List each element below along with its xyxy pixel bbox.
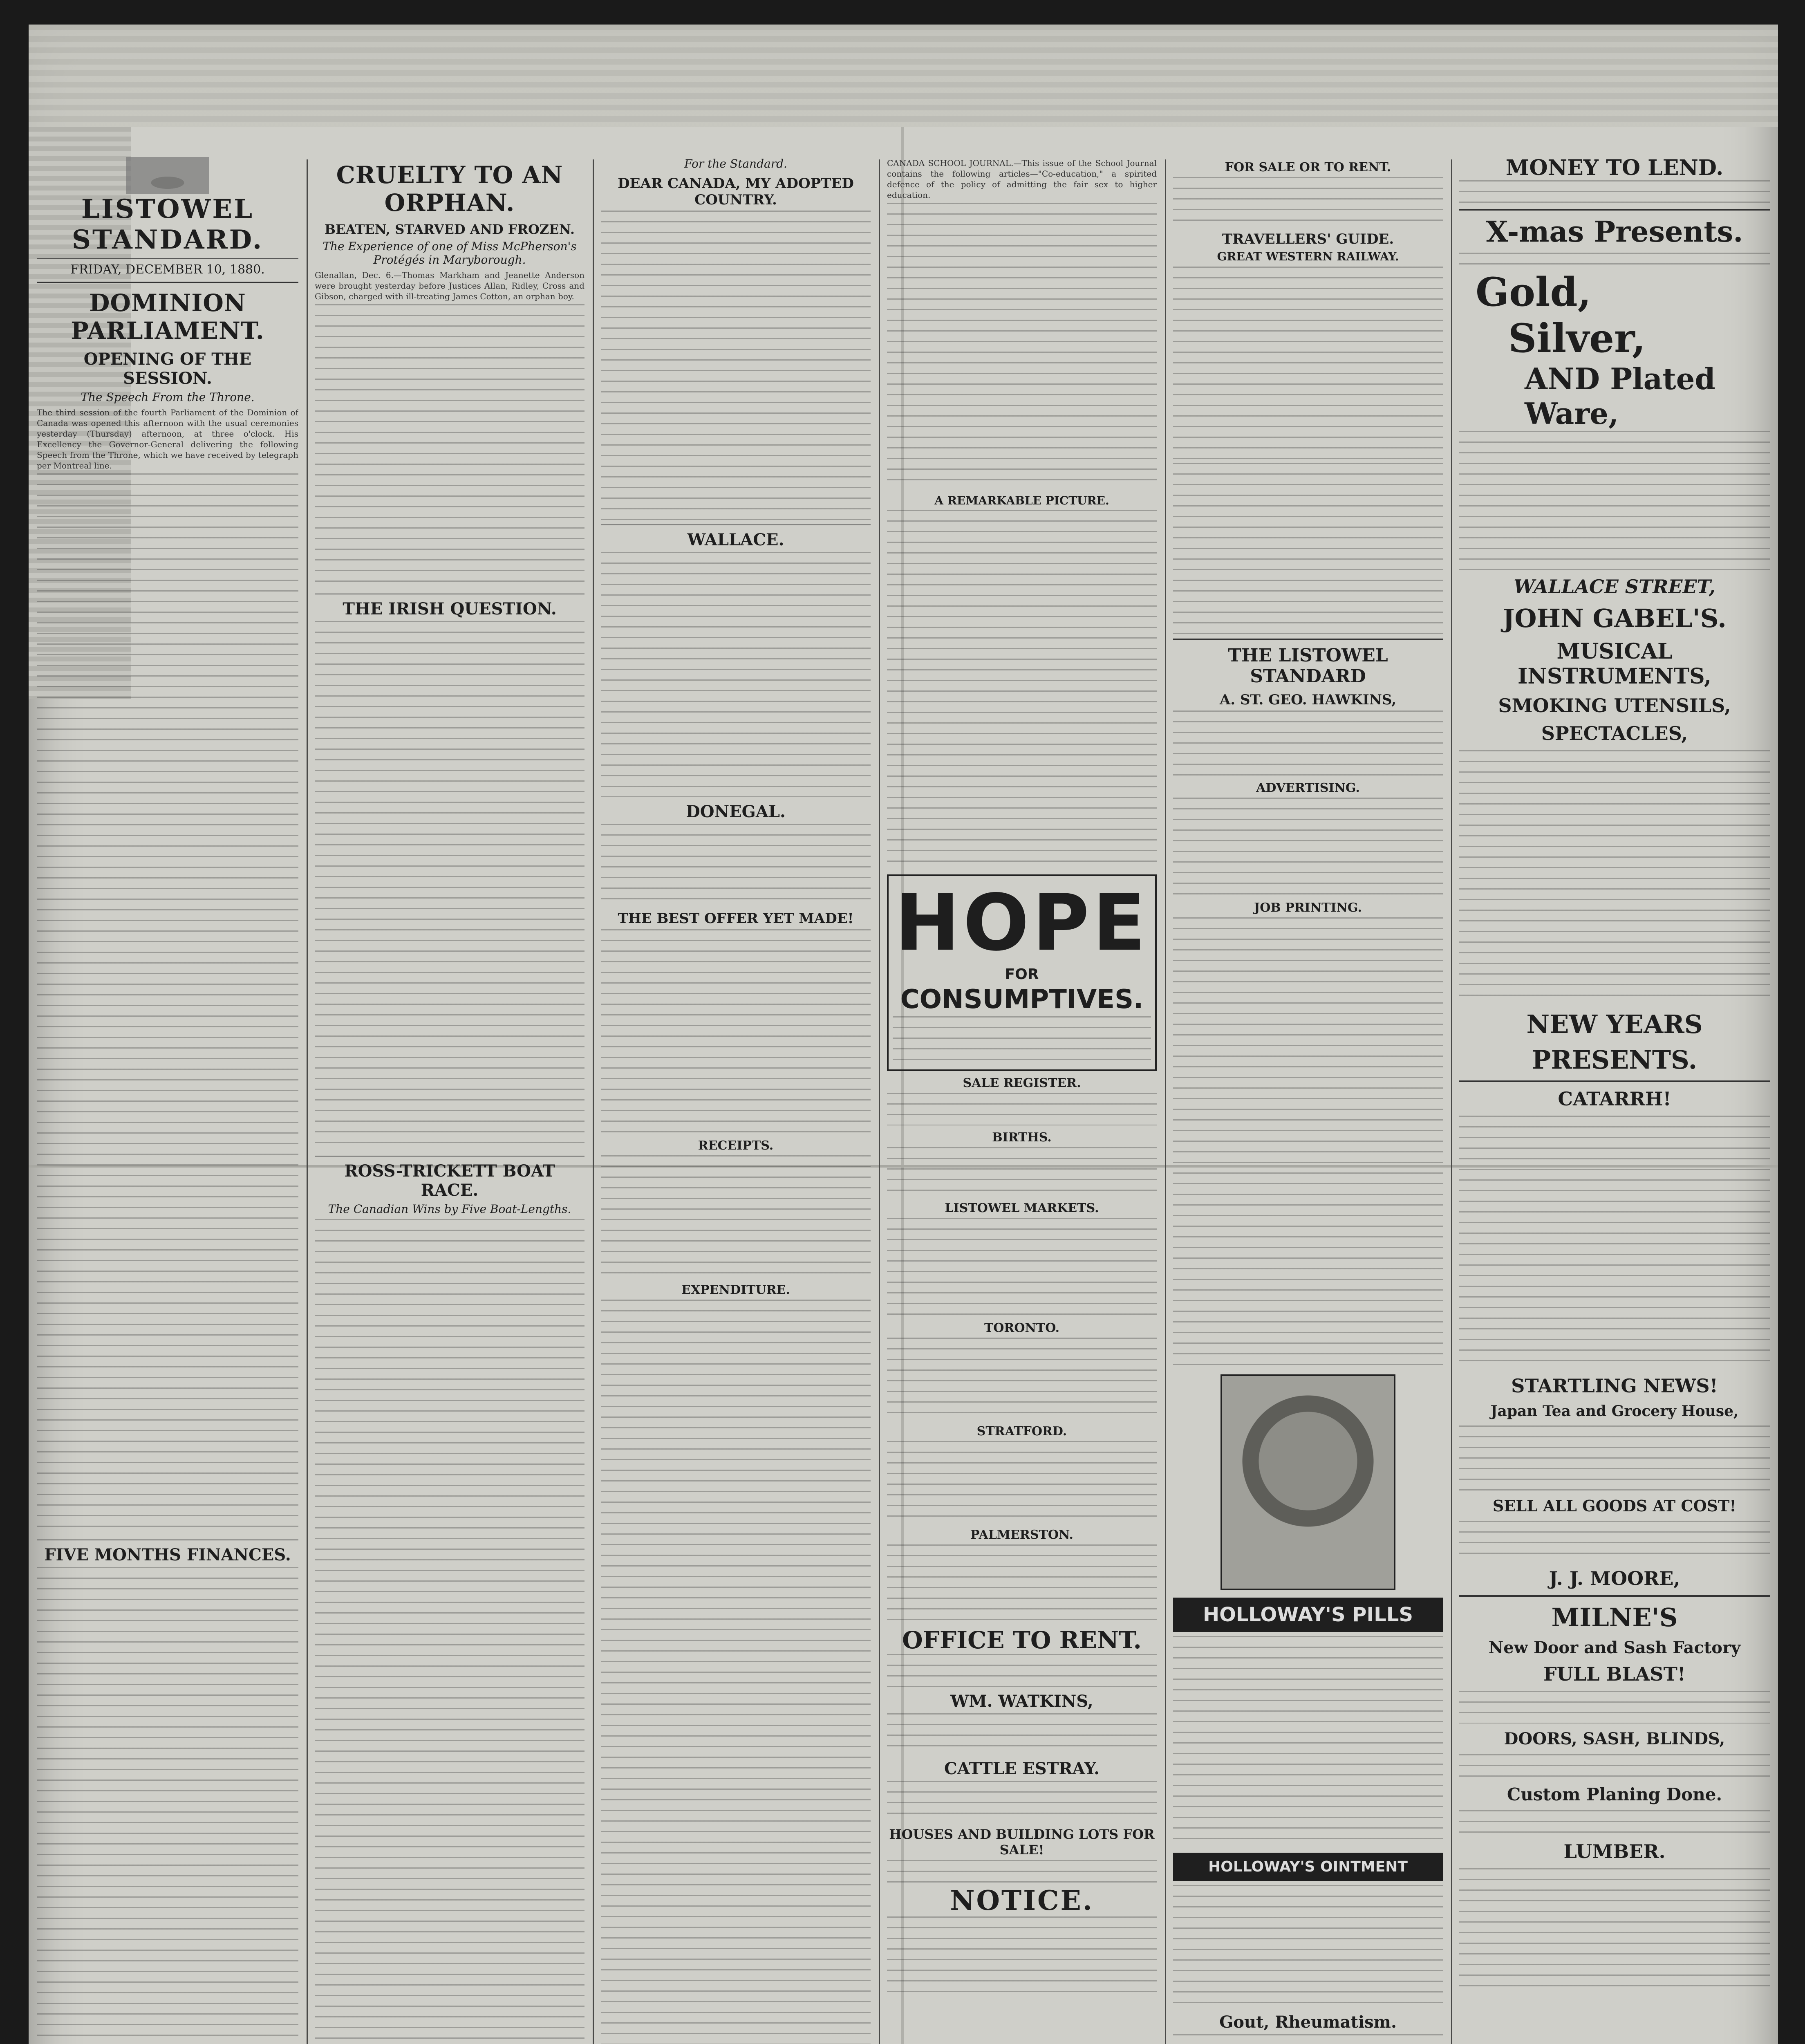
article-body: [1173, 917, 1443, 1367]
masthead-title: LISTOWEL STANDARD.: [72, 194, 264, 255]
gold-word: Gold,: [1476, 269, 1592, 315]
travellers-guide: TRAVELLERS' GUIDE.: [1222, 231, 1394, 247]
heading-receipts: RECEIPTS.: [698, 1139, 774, 1153]
headline-best-offer: THE BEST OFFER YET MADE!: [618, 910, 854, 927]
railway-heading: GREAT WESTERN RAILWAY.: [1217, 250, 1399, 263]
smoking-utensils: SMOKING UTENSILS,: [1498, 695, 1731, 717]
headline-boat-race: ROSS-TRICKETT BOAT RACE.: [344, 1161, 555, 1200]
plated-ware: AND Plated Ware,: [1525, 361, 1715, 431]
holloway-engraving-icon: [1221, 1374, 1395, 1590]
masthead-date: FRIDAY, DECEMBER 10, 1880.: [70, 262, 265, 277]
money-to-lend: MONEY TO LEND.: [1505, 155, 1724, 180]
headline-five-months: FIVE MONTHS FINANCES.: [44, 1545, 291, 1564]
poem-body: [601, 211, 871, 521]
hope-word: HOPE: [895, 878, 1149, 968]
gout-heading: Gout, Rheumatism.: [1219, 2013, 1397, 2032]
column-6: [1459, 155, 1770, 2044]
holloway-ointment-banner: HOLLOWAY'S OINTMENT: [1173, 1853, 1443, 1881]
column-rule: [593, 159, 594, 2044]
headline-dominion-parliament: DOMINION PARLIAMENT.: [71, 289, 264, 345]
column-2: [315, 155, 584, 2044]
sell-all-goods: SELL ALL GOODS AT COST!: [1492, 1497, 1737, 1515]
article-body: [315, 304, 584, 590]
musical-instruments: MUSICAL INSTRUMENTS,: [1518, 639, 1711, 689]
jewellery-list: [1459, 431, 1770, 570]
instrument-list: [1459, 750, 1770, 1004]
markets-table: [887, 1544, 1157, 1626]
heading-palmerston: PALMERSTON.: [970, 1528, 1073, 1542]
subhead-beaten: BEATEN, STARVED AND FROZEN.: [324, 222, 575, 237]
article-body: [601, 824, 871, 905]
office-to-rent: OFFICE TO RENT.: [902, 1626, 1142, 1654]
cattle-estray: CATTLE ESTRAY.: [944, 1759, 1100, 1778]
article-lead: Glenallan, Dec. 6.—Thomas Markham and Jeanette Anderson were brought yesterday before Justices Allan, Ridley, Cross and Gibson, charged with ill-treating James Cotton, an orphan boy.: [315, 270, 584, 301]
article-body: [601, 552, 871, 797]
article-body: [37, 473, 298, 1536]
subhead-speech: The Speech From the Throne.: [81, 390, 255, 404]
sash-factory: New Door and Sash Factory: [1488, 1638, 1741, 1657]
article-body: [315, 621, 584, 1152]
column-1: [37, 155, 298, 2044]
headline-donegal: DONEGAL.: [686, 802, 786, 821]
column-rule: [1165, 159, 1166, 2044]
heading-stratford: STRATFORD.: [976, 1424, 1067, 1439]
john-gabel: JOHN GABEL'S.: [1503, 603, 1727, 633]
column-3: [601, 155, 871, 2044]
lumber: LUMBER.: [1563, 1840, 1666, 1862]
watkins-name: WM. WATKINS,: [950, 1692, 1093, 1711]
heading-toronto: TORONTO.: [984, 1321, 1060, 1335]
column-rule: [1451, 159, 1452, 2044]
newspaper-page: [29, 25, 1778, 2044]
for-word: FOR: [1005, 966, 1039, 983]
column-rule: [307, 159, 308, 2044]
xmas-presents: X-mas Presents.: [1486, 215, 1743, 249]
school-journal-text: CANADA SCHOOL JOURNAL.—This issue of the School Journal contains the following articles—"Co-education," a spirited defence of the policy of admitting the fair sex to higher education.: [887, 158, 1157, 200]
catarrh: CATARRH!: [1558, 1088, 1671, 1110]
article-body: [601, 929, 871, 1134]
japan-tea: Japan Tea and Grocery House,: [1490, 1403, 1739, 1420]
markets-table: [887, 1338, 1157, 1419]
heading-markets: LISTOWEL MARKETS.: [945, 1201, 1099, 1215]
poem-title: DEAR CANADA, MY ADOPTED COUNTRY.: [618, 175, 854, 208]
heading-births: BIRTHS.: [992, 1130, 1052, 1145]
silver-word: Silver,: [1508, 315, 1646, 361]
startling-news: STARTLING NEWS!: [1511, 1375, 1718, 1397]
for-sale-heading: FOR SALE OR TO RENT.: [1225, 160, 1391, 175]
article-body: [315, 1219, 584, 2044]
headline-irish-question: THE IRISH QUESTION.: [343, 599, 557, 619]
bleed-through-strip: [29, 25, 1778, 127]
notice-heading: NOTICE.: [950, 1885, 1094, 1916]
presents: PRESENTS.: [1532, 1045, 1698, 1075]
custom-planing: Custom Planing Done.: [1507, 1784, 1722, 1804]
new-years: NEW YEARS: [1526, 1009, 1703, 1039]
column-5: [1173, 155, 1443, 2044]
markets-table: [887, 1218, 1157, 1316]
houses-for-sale: HOUSES AND BUILDING LOTS FOR SALE!: [889, 1827, 1155, 1858]
publisher-name: A. ST. GEO. HAWKINS,: [1219, 692, 1397, 708]
milnes: MILNE'S: [1551, 1602, 1678, 1632]
article-body: [601, 1300, 871, 2044]
deck-boat-race: The Canadian Wins by Five Boat-Lengths.: [328, 1202, 571, 1216]
consumptives-word: CONSUMPTIVES.: [900, 984, 1144, 1015]
article-body: [1173, 463, 1443, 634]
masthead-crest-icon: [98, 157, 237, 194]
article-lead: The third session of the fourth Parliament of the Dominion of Canada was opened this afternoon with the usual ceremonies yesterday (Thursday) afternoon, at three o'clock. His Excellency the Governor-General delivering the following Speech from the Throne, which we have received by telegraph per Montreal line.: [37, 408, 298, 471]
headline-remarkable-picture: A REMARKABLE PICTURE.: [934, 494, 1109, 507]
jj-moore: J. J. MOORE,: [1549, 1567, 1680, 1589]
column-4: [887, 155, 1157, 2044]
doors-sash-blinds: DOORS, SASH, BLINDS,: [1504, 1729, 1725, 1748]
subhead-opening: OPENING OF THE SESSION.: [83, 350, 252, 388]
headline-cruelty: CRUELTY TO AN ORPHAN.: [336, 161, 563, 217]
article-body: [37, 1567, 298, 2044]
column-rule: [879, 159, 880, 2044]
timetable: [1173, 267, 1443, 463]
deck-experience: The Experience of one of Miss McPherson's Protégés in Maryborough.: [322, 240, 577, 267]
heading-expenditure: EXPENDITURE.: [681, 1283, 790, 1297]
standard-ad-title: THE LISTOWEL STANDARD: [1228, 645, 1388, 687]
kicker-for-standard: For the Standard.: [684, 157, 787, 170]
hope-advertisement: [887, 874, 1157, 1071]
holloway-pills-banner: HOLLOWAY'S PILLS: [1173, 1598, 1443, 1632]
full-blast: FULL BLAST!: [1543, 1663, 1686, 1685]
headline-wallace: WALLACE.: [687, 530, 784, 549]
spectacles: SPECTACLES,: [1541, 722, 1688, 744]
wallace-street: WALLACE STREET,: [1514, 576, 1715, 598]
masthead: [37, 157, 298, 283]
article-body: [887, 510, 1157, 870]
advertising-heading: ADVERTISING.: [1256, 781, 1360, 795]
heading-sale-register: SALE REGISTER.: [963, 1076, 1081, 1090]
job-printing-heading: JOB PRINTING.: [1254, 901, 1362, 915]
article-body: [887, 203, 1157, 489]
receipts-table: [601, 1155, 871, 1278]
markets-table: [887, 1441, 1157, 1523]
